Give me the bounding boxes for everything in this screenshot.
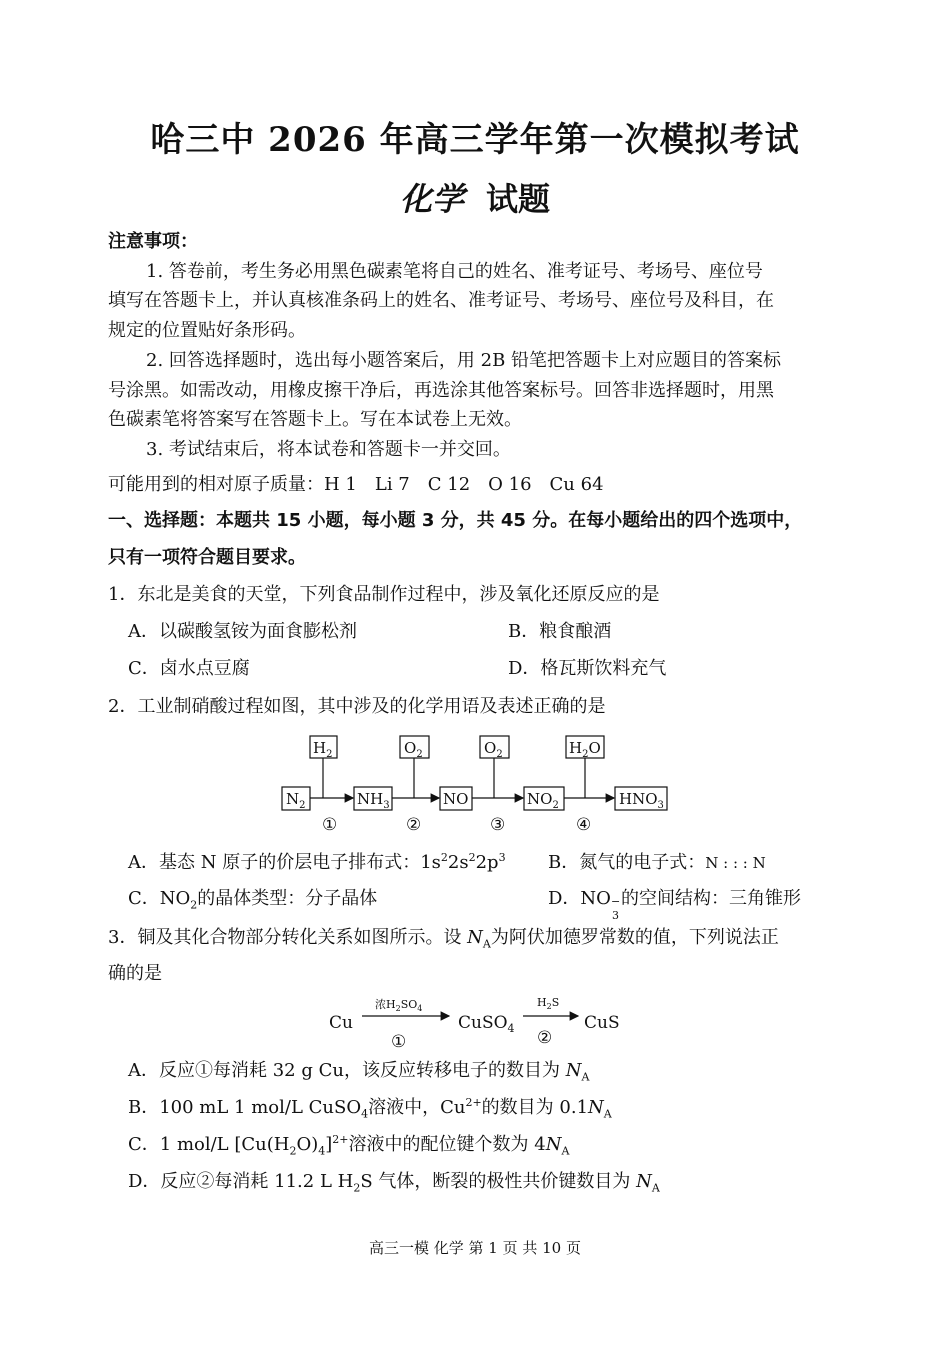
nitric-acid-process-diagram bbox=[270, 728, 680, 840]
step-4-label: ④ bbox=[576, 815, 592, 835]
q2-option-c: C．$NO_2$的晶体类型：分子晶体 bbox=[128, 888, 378, 912]
q3-option-a: A．反应①每消耗 32 g Cu，该反应转移电子的数目为 $N_A$ bbox=[128, 1060, 590, 1084]
species-cuso4: CuSO$_4$ bbox=[458, 1013, 515, 1035]
reagent-o2-second: $O_2$ bbox=[484, 739, 503, 760]
reaction-2-label: ② bbox=[537, 1028, 553, 1048]
species-no: NO bbox=[443, 790, 469, 808]
species-nh3: $NH_3$ bbox=[357, 790, 390, 811]
section-1-heading-line-2: 只有一项符合题目要求。 bbox=[108, 547, 306, 568]
copper-conversion-diagram bbox=[325, 990, 635, 1052]
exam-subtitle bbox=[0, 174, 950, 220]
q1-option-a: A．以碳酸氢铵为面食膨松剂 bbox=[128, 621, 357, 642]
reaction-1-label: ① bbox=[391, 1032, 407, 1052]
paper-label: 试题 bbox=[486, 180, 551, 218]
notice-item-2-line-1: 2. 回答选择题时，选出每小题答案后，用 2B 铅笔把答题卡上对应题目的答案标 bbox=[146, 350, 782, 371]
species-hno3: $HNO_3$ bbox=[619, 790, 664, 811]
q2-option-b: B．氮气的电子式：N : : : N bbox=[548, 852, 766, 873]
subject-name: 化学 bbox=[399, 180, 464, 218]
step-3-label: ③ bbox=[490, 815, 506, 835]
reagent-h2: $H_2$ bbox=[313, 739, 333, 760]
species-n2: $N_2$ bbox=[286, 790, 306, 811]
q2-option-a: A．基态 N 原子的价层电子排布式：$1s^22s^22p^3$ bbox=[128, 851, 506, 873]
q3-option-b: B．100 mL 1 mol/L CuSO$_4$溶液中，$Cu^{2+}$的数目为 $0.1N_A$ bbox=[128, 1096, 612, 1121]
species-no2: $NO_2$ bbox=[527, 790, 559, 811]
notice-item-2-line-3: 色碳素笔将答案写在答题卡上。写在本试卷上无效。 bbox=[108, 409, 522, 430]
n2-electron-formula: N : : : N bbox=[705, 854, 766, 872]
species-cu: Cu bbox=[329, 1013, 353, 1033]
q3-option-c: C．1 mol/L $[Cu(H_2O)_4]^{2+}$溶液中的配位键个数为 $4N_A$ bbox=[128, 1133, 570, 1158]
reagent-h2o: $H_2O$ bbox=[569, 739, 601, 760]
q2-option-d: D．NO − 3 的空间结构：三角锥形 bbox=[548, 888, 801, 922]
condition-conc-h2so4: 浓$H_2SO_4$ bbox=[375, 998, 423, 1013]
species-cus: CuS bbox=[584, 1013, 620, 1033]
condition-h2s: $H_2S$ bbox=[537, 996, 560, 1011]
page-footer: 高三一模 化学 第 1 页 共 10 页 bbox=[368, 1239, 581, 1257]
exam-title: 哈三中 2026 年高三学年第一次模拟考试 bbox=[150, 120, 800, 160]
atomic-masses: 可能用到的相对原子质量：H 1 Li 7 C 12 O 16 Cu 64 bbox=[108, 474, 604, 495]
q1-option-d: D．格瓦斯饮料充气 bbox=[508, 658, 667, 679]
notice-item-1-line-1: 1. 答卷前，考生务必用黑色碳素笔将自己的姓名、准考证号、考场号、座位号 bbox=[146, 261, 763, 282]
notice-item-1-line-2: 填写在答题卡上，并认真核准条码上的姓名、准考证号、考场号、座位号及科目，在 bbox=[108, 290, 774, 311]
q1-option-c: C．卤水点豆腐 bbox=[128, 658, 250, 679]
notice-item-3: 3. 考试结束后，将本试卷和答题卡一并交回。 bbox=[146, 439, 511, 460]
q2-stem: 2．工业制硝酸过程如图，其中涉及的化学用语及表述正确的是 bbox=[108, 696, 606, 717]
notice-item-1-line-3: 规定的位置贴好条形码。 bbox=[108, 320, 306, 341]
step-1-label: ① bbox=[322, 815, 338, 835]
reagent-o2-first: $O_2$ bbox=[404, 739, 423, 760]
q3-stem-line-1: 3．铜及其化合物部分转化关系如图所示。设 $N_A$为阿伏加德罗常数的值，下列说法正 bbox=[108, 927, 779, 951]
step-2-label: ② bbox=[406, 815, 422, 835]
q3-option-d: D．反应②每消耗 11.2 L $H_2S$ 气体，断裂的极性共价键数目为 $N_A$ bbox=[128, 1171, 660, 1195]
notice-heading: 注意事项： bbox=[108, 231, 198, 252]
section-1-heading-line-1: 一、选择题：本题共 15 小题，每小题 3 分，共 45 分。在每小题给出的四个选项中， bbox=[108, 510, 803, 531]
notice-item-2-line-2: 号涂黑。如需改动，用橡皮擦干净后，再选涂其他答案标号。回答非选择题时，用黑 bbox=[108, 380, 774, 401]
q1-option-b: B．粮食酿酒 bbox=[508, 621, 612, 642]
q3-stem-line-2: 确的是 bbox=[108, 963, 162, 984]
q1-stem: 1．东北是美食的天堂，下列食品制作过程中，涉及氧化还原反应的是 bbox=[108, 584, 660, 605]
